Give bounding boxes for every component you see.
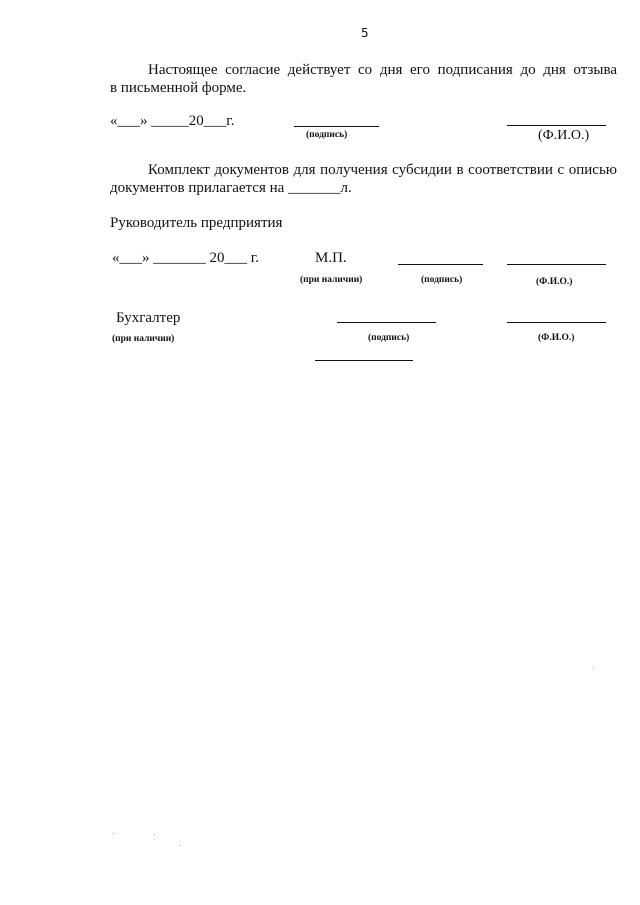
consent-text-line2: в письменной форме.	[110, 80, 247, 96]
consent-date: «___» _____20___г.	[110, 113, 235, 129]
stamp-label: М.П.	[315, 250, 347, 266]
accountant-signature-line	[337, 322, 436, 323]
head-date: «___» _______ 20___ г.	[112, 250, 259, 266]
scan-speck	[113, 833, 114, 834]
scan-speck	[180, 845, 181, 846]
accountant-title: Бухгалтер	[116, 310, 181, 326]
consent-signature-caption: (подпись)	[306, 130, 348, 140]
head-title: Руководитель предприятия	[110, 215, 283, 231]
documents-text-line1: Комплект документов для получения субсидии в соответствии с описью	[148, 162, 617, 178]
stamp-caption: (при наличии)	[300, 275, 363, 285]
accountant-presence-caption: (при наличии)	[112, 334, 175, 344]
accountant-name-line	[507, 322, 606, 323]
scan-speck	[154, 834, 155, 835]
head-signature-caption: (подпись)	[421, 275, 463, 285]
consent-text-line1: Настоящее согласие действует со дня его подписания до дня отзыва	[148, 62, 617, 78]
accountant-signature-caption: (подпись)	[368, 333, 410, 343]
consent-name-line	[507, 125, 606, 126]
head-name-caption: (Ф.И.О.)	[536, 277, 573, 287]
documents-text-line2: документов прилагается на _______л.	[110, 180, 352, 196]
head-signature-line	[398, 264, 483, 265]
head-name-line	[507, 264, 606, 265]
scan-speck	[593, 667, 594, 668]
accountant-name-caption: (Ф.И.О.)	[538, 333, 575, 343]
consent-signature-line	[294, 126, 379, 127]
closing-line	[315, 360, 413, 361]
consent-name-caption: (Ф.И.О.)	[538, 128, 590, 143]
page-number: 5	[361, 26, 369, 40]
